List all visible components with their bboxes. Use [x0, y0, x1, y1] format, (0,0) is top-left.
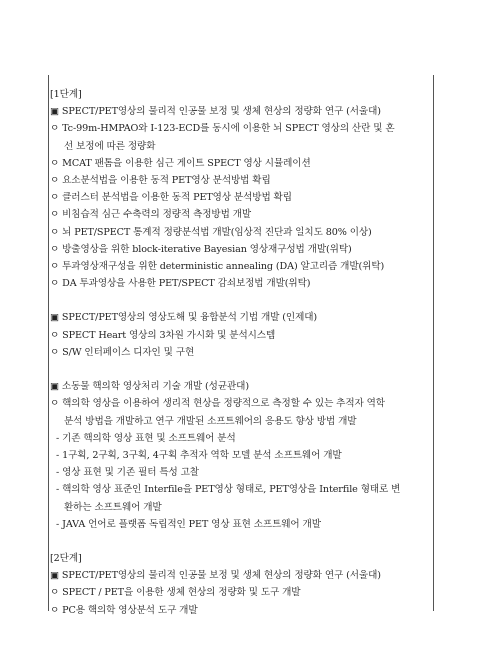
- sub-list-item: - 핵의학 영상 표준인 Interfile을 PET영상 형태로, PET영상을 Interfile 형태로 변: [56, 484, 401, 496]
- list-item-continuation: 분석 방법을 개발하고 연구 개발된 소프트웨어의 응용도 향상 방법 개발: [64, 415, 357, 427]
- list-item-continuation: 선 보정에 따른 정량화: [64, 140, 156, 152]
- list-item: ㅇ 뇌 PET/SPECT 통계적 정량분석법 개발(임상적 진단과 일치도 80% 이상): [50, 226, 372, 238]
- list-item: ㅇ 투과영상재구성을 위한 deterministic annealing (DA) 알고리즘 개발(위탁): [50, 260, 385, 272]
- list-item: ㅇ Tc-99m-HMPAO와 I-123-ECD를 동시에 이용한 뇌 SPECT 영상의 산란 및 혼: [50, 123, 395, 135]
- list-item: ㅇ SPECT / PET을 이용한 생체 현상의 정량화 및 도구 개발: [50, 587, 301, 599]
- stage1-header: [1단계]: [50, 89, 82, 100]
- sub-list-item: - 영상 표현 및 기존 필터 특성 고찰: [56, 467, 199, 479]
- section-spacer: [50, 533, 428, 550]
- list-item: ㅇ 요소분석법을 이용한 동적 PET영상 분석방법 확립: [50, 174, 271, 186]
- section-spacer: [50, 292, 428, 309]
- document-body: [50, 86, 428, 619]
- list-item: ㅇ 방출영상을 위한 block-iterative Bayesian 영상재구성법 개발(위탁): [50, 243, 352, 255]
- stage2-main-title: ▣ SPECT/PET영상의 물리적 인공물 보정 및 생체 현상의 정량화 연구 (서울대): [50, 570, 381, 582]
- section3-main-title: ▣ 소동물 핵의학 영상처리 기술 개발 (성균관대): [50, 381, 249, 393]
- list-item: ㅇ MCAT 팬톰을 이용한 심근 게이트 SPECT 영상 시뮬레이션: [50, 157, 311, 169]
- list-item: ㅇ 핵의학 영상을 이용하여 생리적 현상을 정량적으로 측정할 수 있는 추적자 역학: [50, 398, 385, 410]
- list-item: ㅇ PC용 핵의학 영상분석 도구 개발: [50, 604, 198, 616]
- list-item: ㅇ S/W 인터페이스 디자인 및 구현: [50, 346, 195, 358]
- list-item: ㅇ SPECT Heart 영상의 3차원 가시화 및 분석시스템: [50, 329, 276, 341]
- stage2-header: [2단계]: [50, 553, 82, 565]
- list-item: ㅇ DA 투과영상을 사용한 PET/SPECT 감쇠보정법 개발(위탁): [50, 278, 311, 290]
- sub-list-item-continuation: 환하는 소프트웨어 개발: [64, 501, 162, 513]
- list-item: ㅇ 클러스터 분석법을 이용한 동적 PET영상 분석방법 확립: [50, 192, 292, 204]
- sub-list-item: - 기존 핵의학 영상 표현 및 소프트웨어 분석: [56, 432, 236, 444]
- sub-list-item: - JAVA 언어로 플랫폼 독립적인 PET 영상 표현 소프트웨어 개발: [56, 518, 321, 530]
- sub-list-item: - 1구획, 2구획, 3구획, 4구획 추적자 역학 모델 분석 소프트웨어 개발: [56, 449, 342, 461]
- stage1-main-title: ▣ SPECT/PET영상의 물리적 인공물 보정 및 생체 현상의 정량화 연구 (서울대): [50, 106, 381, 118]
- list-item: ㅇ 비침습적 심근 수축력의 정량적 측정방법 개발: [50, 209, 252, 221]
- section-spacer: [50, 361, 428, 378]
- section2-main-title: ▣ SPECT/PET영상의 영상도해 및 융합분석 기법 개발 (인제대): [50, 312, 318, 324]
